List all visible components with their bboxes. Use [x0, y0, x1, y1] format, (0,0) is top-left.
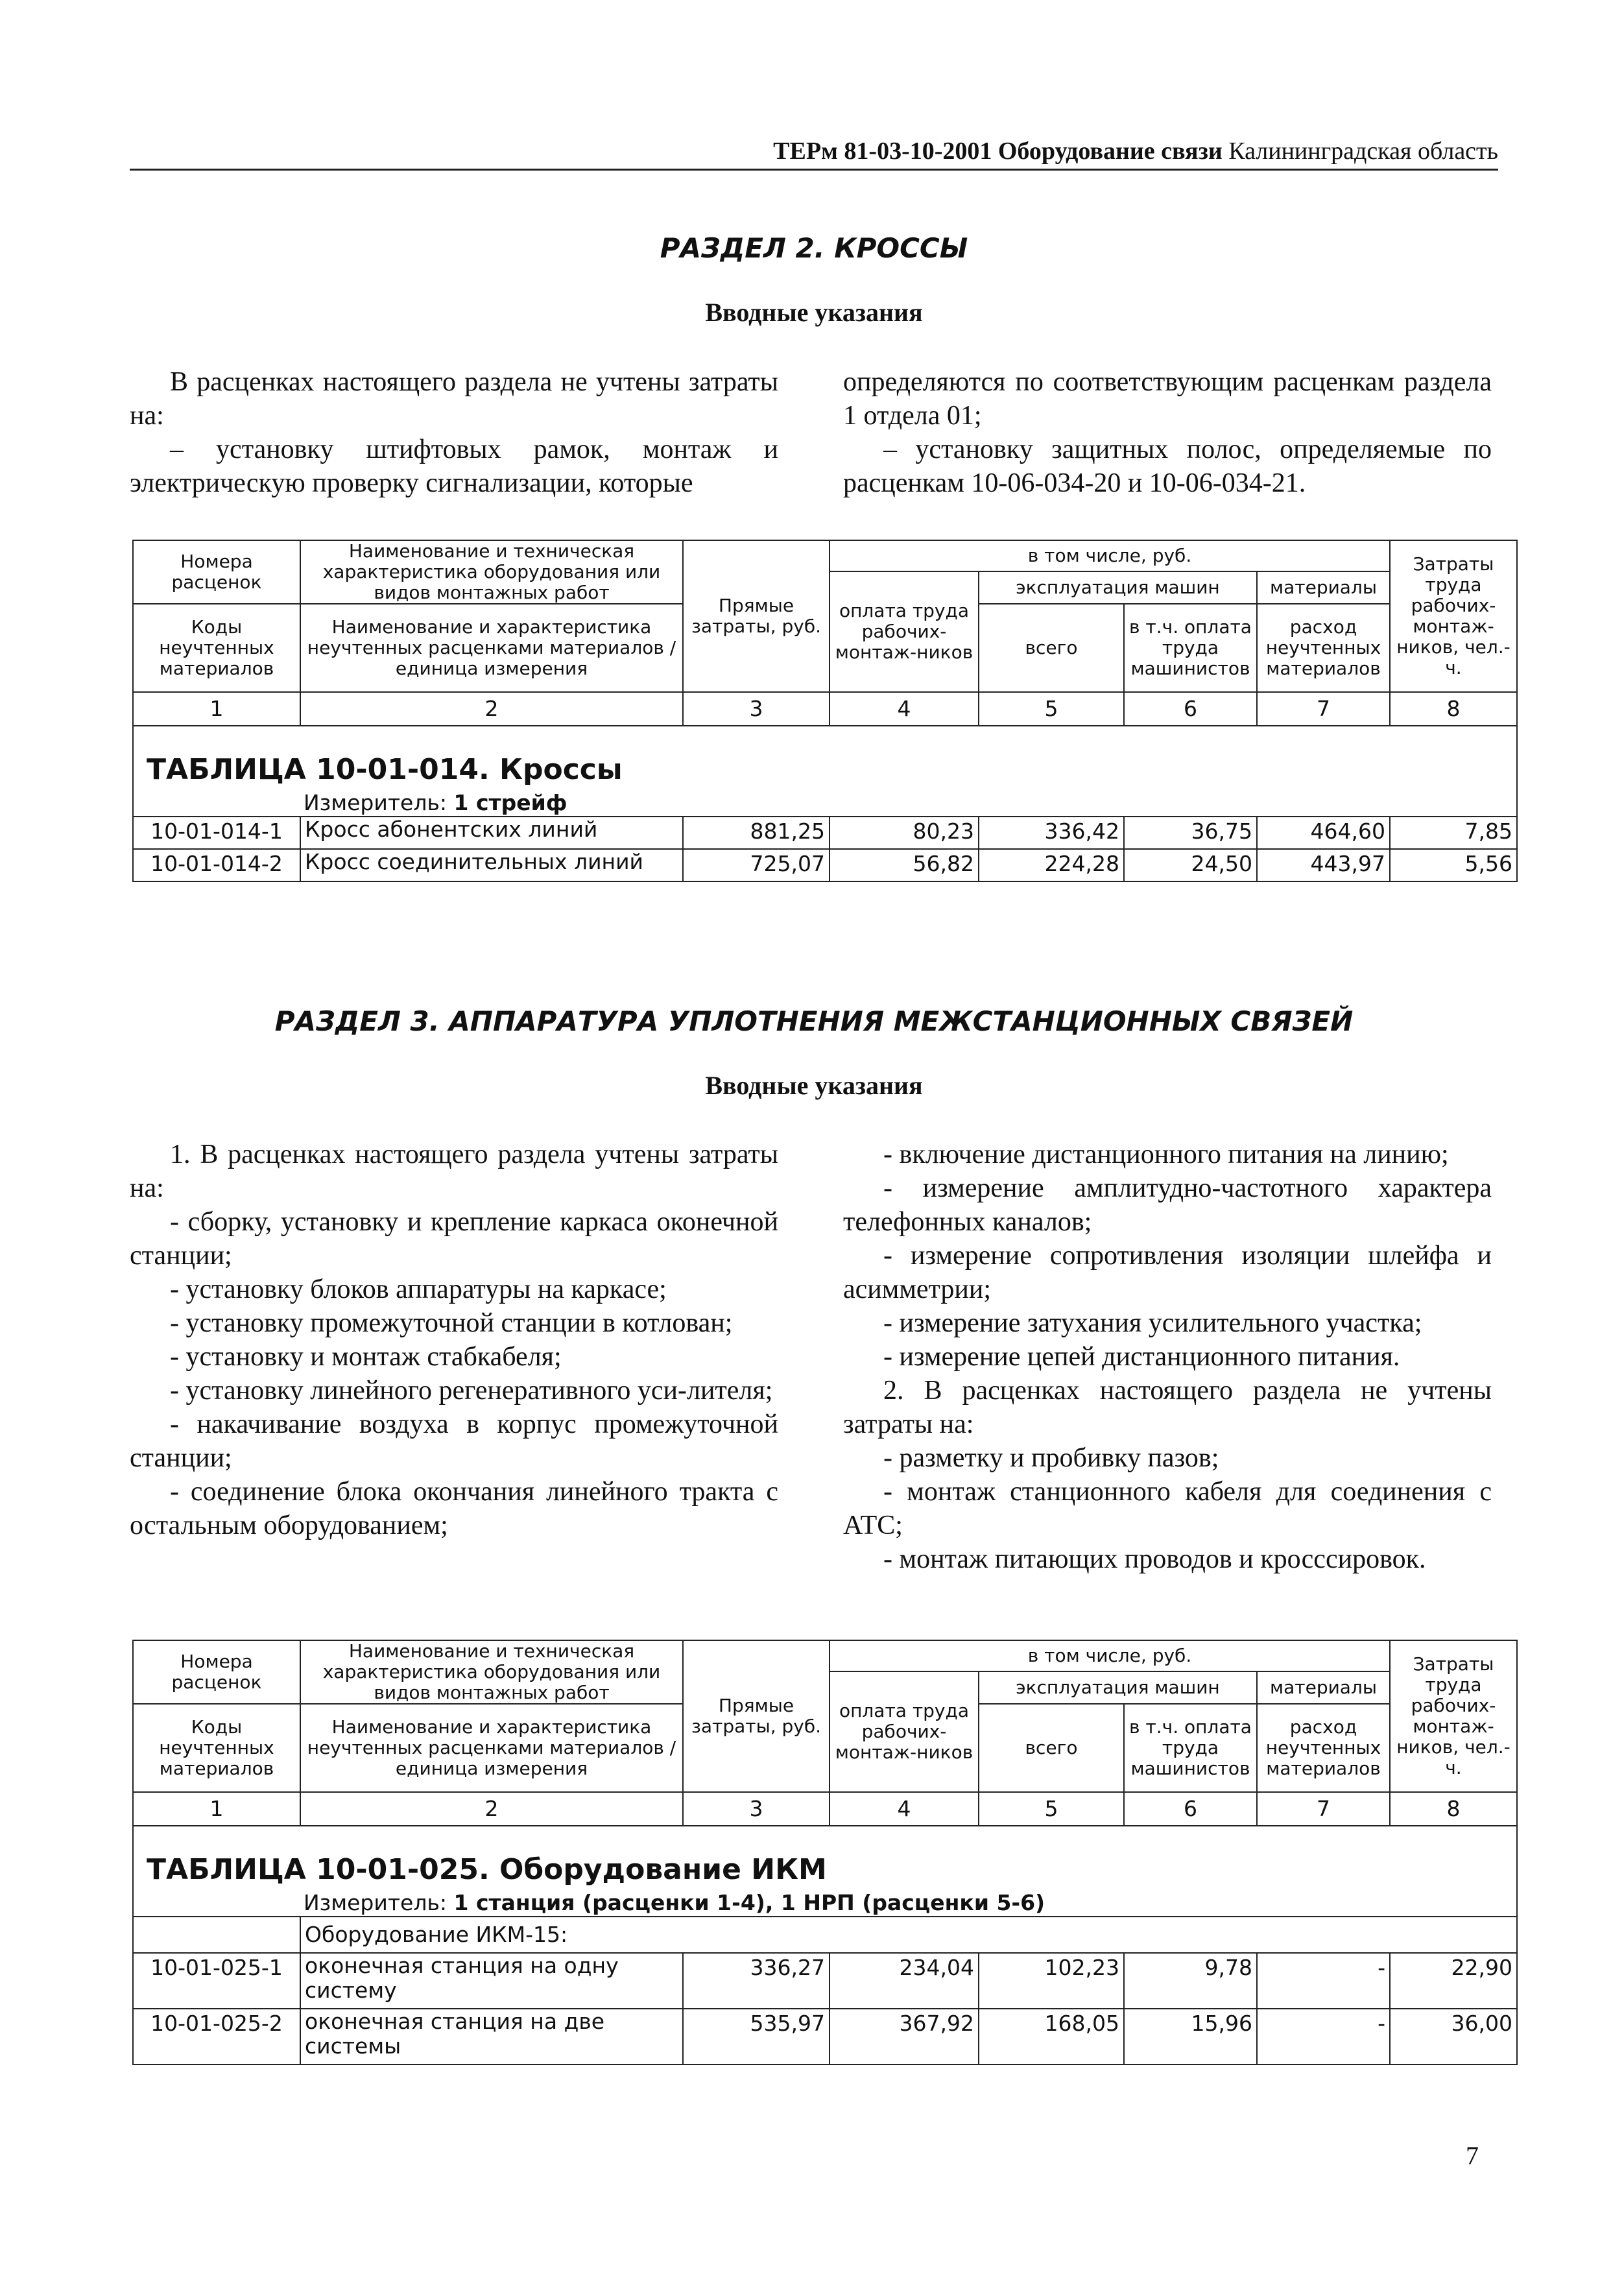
index-cell: 7 — [1257, 692, 1390, 726]
rate-name: Кросс абонентских линий — [300, 817, 683, 849]
col1-top-header: Номера расценок — [133, 540, 300, 604]
section3-right-column — [843, 1138, 1492, 1576]
paragraph: - измерение сопротивления изоляции шлейфа и асимметрии; — [843, 1241, 1492, 1304]
measure-value: 1 стрейф — [453, 789, 567, 815]
direct-cost: 535,97 — [683, 2009, 830, 2064]
rates-table-2 — [132, 1640, 1518, 2065]
col4-header: оплата труда рабочих-монтаж-ников — [830, 1671, 979, 1792]
col2-top-header: Наименование и техническая характеристика оборудования или видов монтажных работ — [300, 540, 683, 604]
col5-header: всего — [979, 1704, 1124, 1792]
section2-right-column — [843, 365, 1492, 500]
rate-code: 10-01-014-2 — [133, 849, 300, 881]
col7-header: расход неучтенных материалов — [1257, 604, 1390, 692]
labor-cost: 367,92 — [830, 2009, 979, 2064]
labor-cost: 56,82 — [830, 849, 979, 881]
group-spacer — [133, 1917, 300, 1953]
index-cell: 3 — [683, 1792, 830, 1826]
materials-header: материалы — [1257, 1671, 1390, 1704]
paragraph: 1. В расценках настоящего раздела учтены затраты на: — [130, 1140, 778, 1203]
section2-subtitle: Вводные указания — [705, 298, 923, 327]
rates-table-1 — [132, 540, 1518, 882]
labor-hours: 5,56 — [1390, 849, 1517, 881]
running-header — [130, 136, 1498, 171]
measure-value: 1 станция (расценки 1-4), 1 НРП (расценки 5-6) — [453, 1889, 1045, 1915]
col8-header: Затраты труда рабочих-монтаж-ников, чел.-ч. — [1390, 540, 1517, 692]
col1-bottom-header: Коды неучтенных материалов — [133, 604, 300, 692]
header-name: Оборудование связи — [997, 138, 1223, 165]
col3-header: Прямые затраты, руб. — [683, 540, 830, 692]
index-cell: 8 — [1390, 1792, 1517, 1826]
paragraph: - соединение блока окончания линейного тракта с остальным оборудованием; — [130, 1477, 778, 1540]
labor-hours: 22,90 — [1390, 1953, 1517, 2009]
col5-header: всего — [979, 604, 1124, 692]
paragraph: – установку штифтовых рамок, монтаж и электрическую проверку сигнализации, которые — [130, 435, 778, 498]
section3-left-column — [130, 1138, 778, 1542]
index-cell: 5 — [979, 1792, 1124, 1826]
page-number: 7 — [1466, 2141, 1479, 2170]
column-index-row — [133, 692, 1517, 726]
index-cell: 1 — [133, 692, 300, 726]
table-measure — [133, 1889, 1517, 1917]
index-cell: 5 — [979, 692, 1124, 726]
paragraph: - накачивание воздуха в корпус промежуточной станции; — [130, 1409, 778, 1473]
paragraph: В расценках настоящего раздела не учтены затраты на: — [130, 367, 778, 431]
table-measure — [133, 789, 1517, 817]
machines-header: эксплуатация машин — [979, 571, 1257, 604]
direct-cost: 336,27 — [683, 1953, 830, 2009]
paragraph: - измерение амплитудно-частотного характера телефонных каналов; — [843, 1173, 1492, 1237]
column-index-row — [133, 1792, 1517, 1826]
group-label: Оборудование ИКМ-15: — [300, 1917, 1517, 1953]
machine-cost: 336,42 — [979, 817, 1124, 849]
machinist-cost: 24,50 — [1124, 849, 1257, 881]
col7-header: расход неучтенных материалов — [1257, 1704, 1390, 1792]
paragraph: - установку промежуточной станции в котлован; — [170, 1308, 733, 1338]
machine-cost: 224,28 — [979, 849, 1124, 881]
section2-title: РАЗДЕЛ 2. КРОССЫ — [660, 232, 968, 264]
paragraph: - установку блоков аппаратуры на каркасе; — [170, 1274, 667, 1304]
paragraph: - измерение затухания усилительного участка; — [883, 1308, 1422, 1338]
index-cell: 1 — [133, 1792, 300, 1826]
index-cell: 2 — [300, 1792, 683, 1826]
incl-header: в том числе, руб. — [830, 540, 1390, 571]
table-row — [133, 1953, 1517, 2009]
col6-header: в т.ч. оплата труда машинистов — [1124, 1704, 1257, 1792]
header-region: Калининградская область — [1228, 138, 1498, 165]
index-cell: 6 — [1124, 692, 1257, 726]
col2-bottom-header: Наименование и характеристика неучтенных расценками материалов / единица измерения — [300, 1704, 683, 1792]
paragraph: - установку и монтаж стабкабеля; — [170, 1342, 562, 1372]
measure-label: Измеритель: — [304, 789, 448, 815]
col1-bottom-header: Коды неучтенных материалов — [133, 1704, 300, 1792]
direct-cost: 881,25 — [683, 817, 830, 849]
labor-cost: 234,04 — [830, 1953, 979, 2009]
paragraph: - монтаж станционного кабеля для соединения с АТС; — [843, 1477, 1492, 1540]
table-row — [133, 817, 1517, 849]
rate-name: оконечная станция на две системы — [300, 2009, 683, 2064]
material-cost: 443,97 — [1257, 849, 1390, 881]
incl-header: в том числе, руб. — [830, 1640, 1390, 1671]
index-cell: 4 — [830, 1792, 979, 1826]
labor-hours: 36,00 — [1390, 2009, 1517, 2064]
paragraph: - измерение цепей дистанционного питания. — [883, 1342, 1400, 1372]
header-code: ТЕРм 81-03-10-2001 — [773, 138, 992, 165]
paragraph: - включение дистанционного питания на линию; — [883, 1140, 1449, 1169]
machinist-cost: 9,78 — [1124, 1953, 1257, 2009]
rate-name: оконечная станция на одну систему — [300, 1953, 683, 2009]
labor-cost: 80,23 — [830, 817, 979, 849]
col2-bottom-header: Наименование и характеристика неучтенных расценками материалов / единица измерения — [300, 604, 683, 692]
machine-cost: 168,05 — [979, 2009, 1124, 2064]
index-cell: 6 — [1124, 1792, 1257, 1826]
rate-code: 10-01-025-2 — [133, 2009, 300, 2064]
col1-top-header: Номера расценок — [133, 1640, 300, 1704]
col6-header: в т.ч. оплата труда машинистов — [1124, 604, 1257, 692]
direct-cost: 725,07 — [683, 849, 830, 881]
material-cost: - — [1257, 1953, 1390, 2009]
index-cell: 2 — [300, 692, 683, 726]
machinist-cost: 36,75 — [1124, 817, 1257, 849]
table-title: ТАБЛИЦА 10-01-014. Кроссы — [133, 726, 1517, 789]
rate-name: Кросс соединительных линий — [300, 849, 683, 881]
table-title: ТАБЛИЦА 10-01-025. Оборудование ИКМ — [133, 1826, 1517, 1889]
index-cell: 7 — [1257, 1792, 1390, 1826]
paragraph: - разметку и пробивку пазов; — [883, 1443, 1219, 1473]
section3-title: РАЗДЕЛ 3. АППАРАТУРА УПЛОТНЕНИЯ МЕЖСТАНЦИОННЫХ СВЯЗЕЙ — [274, 1005, 1354, 1037]
rate-code: 10-01-025-1 — [133, 1953, 300, 2009]
material-cost: - — [1257, 2009, 1390, 2064]
section3-subtitle: Вводные указания — [705, 1071, 923, 1100]
paragraph: – установку защитных полос, определяемые по расценкам 10-06-034-20 и 10-06-034-21. — [843, 435, 1492, 498]
section2-left-column — [130, 365, 778, 500]
machine-cost: 102,23 — [979, 1953, 1124, 2009]
machines-header: эксплуатация машин — [979, 1671, 1257, 1704]
materials-header: материалы — [1257, 571, 1390, 604]
paragraph: 2. В расценках настоящего раздела не учтены затраты на: — [843, 1376, 1492, 1439]
col2-top-header: Наименование и техническая характеристика оборудования или видов монтажных работ — [300, 1640, 683, 1704]
index-cell: 8 — [1390, 692, 1517, 726]
paragraph: - монтаж питающих проводов и кросссировок. — [883, 1544, 1426, 1574]
measure-label: Измеритель: — [304, 1889, 448, 1915]
col4-header: оплата труда рабочих-монтаж-ников — [830, 571, 979, 692]
index-cell: 3 — [683, 692, 830, 726]
index-cell: 4 — [830, 692, 979, 726]
labor-hours: 7,85 — [1390, 817, 1517, 849]
paragraph: определяются по соответствующим расценкам раздела 1 отдела 01; — [843, 367, 1492, 431]
table-row — [133, 2009, 1517, 2064]
table-row — [133, 849, 1517, 881]
paragraph: - установку линейного регенеративного уси-лителя; — [170, 1376, 773, 1406]
material-cost: 464,60 — [1257, 817, 1390, 849]
col8-header: Затраты труда рабочих-монтаж-ников, чел.-ч. — [1390, 1640, 1517, 1792]
paragraph: - сборку, установку и крепление каркаса оконечной станции; — [130, 1207, 778, 1271]
rate-code: 10-01-014-1 — [133, 817, 300, 849]
machinist-cost: 15,96 — [1124, 2009, 1257, 2064]
col3-header: Прямые затраты, руб. — [683, 1640, 830, 1792]
